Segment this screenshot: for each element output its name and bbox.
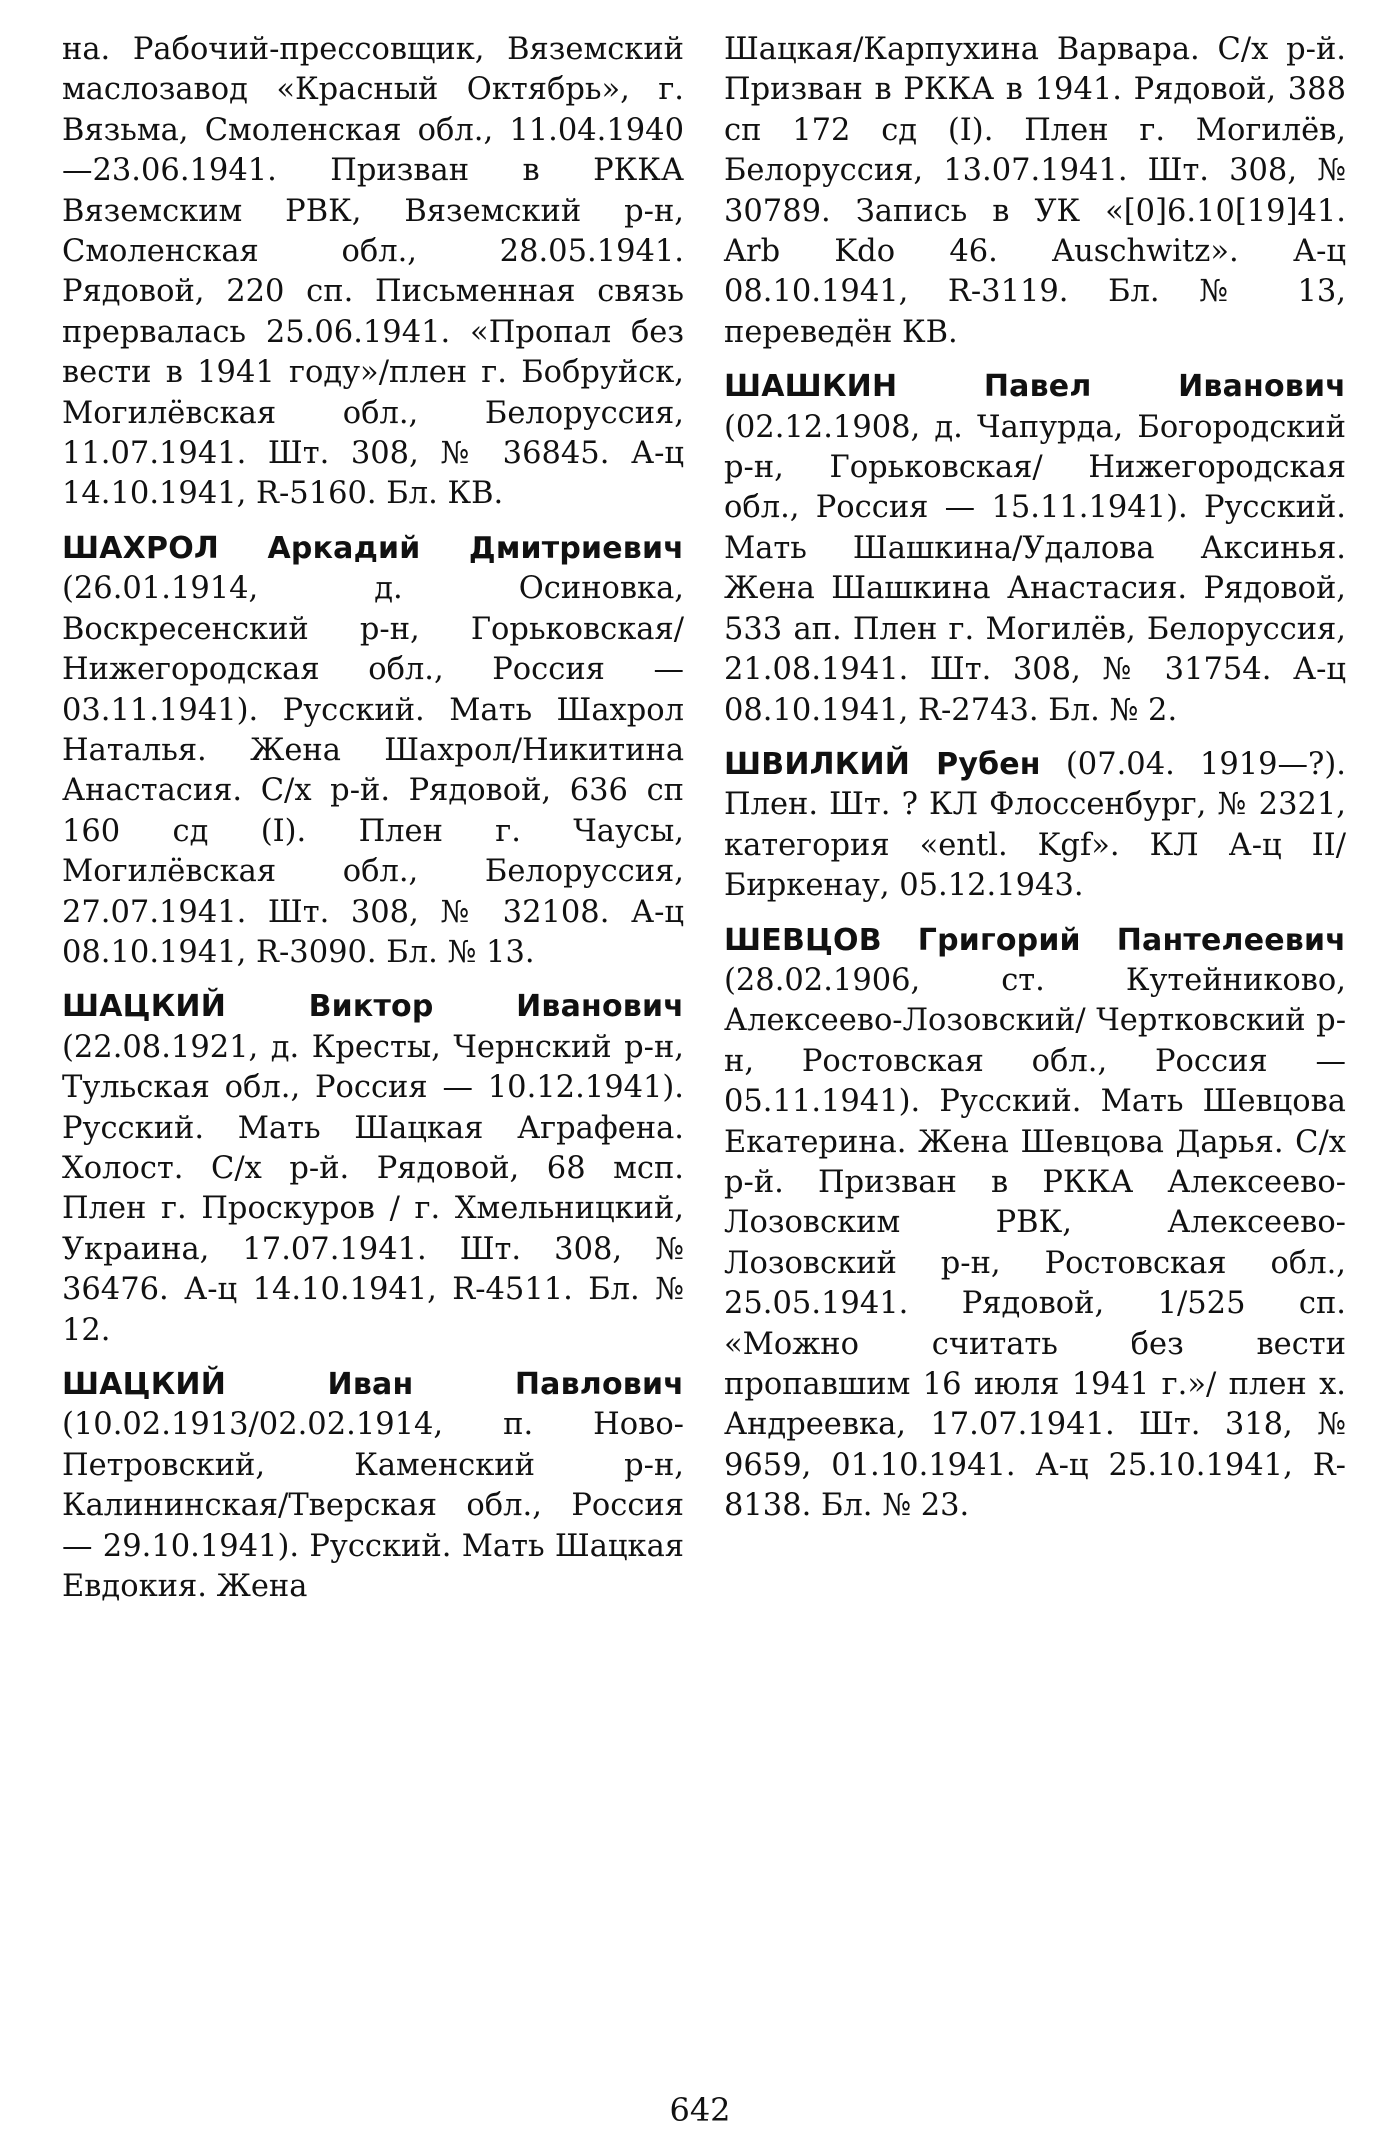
entry-shashkin (724, 367, 1346, 731)
entry-text: (10.02.1913/02.02.1914, п. Ново-Петровский, Каменский р-н, Калининская/Тверская обл., Россия — 29.10.1941). Русский. Мать Шацкая Евдокия. Жена (62, 1407, 684, 1605)
entry-shevtsov (724, 921, 1346, 1527)
page-number: 642 (669, 2091, 731, 2129)
entry-continuation (724, 30, 1346, 353)
entry-name: ШЕВЦОВ Григорий Пантелеевич (724, 922, 1346, 958)
entry-shvilky (724, 745, 1346, 907)
entry-text: (28.02.1906, ст. Кутейниково, Алексеево-Лозовский/ Чертковский р-н, Ростовская обл., Россия — 05.11.1941). Русский. Мать Шевцова Екатерина. Жена Шевцова Дарья. С/х р-й. Призван в РККА Алексеево-Лозовским РВК, Алексеево-Лозовский р-н, Ростовская обл., 25.05.1941. Рядовой, 1/525 сп. «Можно считать без вести пропавшим 16 июля 1941 г.»/ плен х. Андреевка, 17.07.1941. Шт. 318, № 9659, 01.10.1941. А-ц 25.10.1941, R-8138. Бл. № 23. (724, 962, 1346, 1524)
right-column (724, 30, 1346, 1527)
left-column (62, 30, 684, 1607)
entry-name: ШАХРОЛ Аркадий Дмитриевич (62, 530, 684, 566)
entry-text: (22.08.1921, д. Кресты, Чернский р-н, Тульская обл., Россия — 10.12.1941). Русский. Мать Шацкая Аграфена. Холост. С/х р-й. Рядовой, 68 мсп. Плен г. Проскуров / г. Хмельницкий, Украина, 17.07.1941. Шт. 308, № 36476. А-ц 14.10.1941, R-4511. Бл. № 12. (62, 1029, 684, 1348)
entry-text: (26.01.1914, д. Осиновка, Воскресенский р-н, Горьковская/Нижегородская обл., Россия — 03.11.1941). Русский. Мать Шахрол Наталья. Жена Шахрол/Никитина Анастасия. С/х р-й. Рядовой, 636 сп 160 сд (I). Плен г. Чаусы, Могилёвская обл., Белоруссия, 27.07.1941. Шт. 308, № 32108. А-ц 08.10.1941, R-3090. Бл. № 13. (62, 571, 684, 970)
entry-name: ШВИЛКИЙ Рубен (724, 746, 1041, 782)
entry-shatsky-ivan (62, 1365, 684, 1607)
entry-text: (02.12.1908, д. Чапурда, Богородский р-н, Горьковская/ Нижегородская обл., Россия — 15.11.1941). Русский. Мать Шашкина/Удалова Аксинья. Жена Шашкина Анастасия. Рядовой, 533 ап. Плен г. Могилёв, Белоруссия, 21.08.1941. Шт. 308, № 31754. А-ц 08.10.1941, R-2743. Бл. № 2. (724, 409, 1346, 728)
entry-name: ШАЦКИЙ Иван Павлович (62, 1367, 684, 1402)
entry-text: (07.04. 1919—?). Плен. Шт. ? КЛ Флоссенбург, № 2321, категория «entl. Kgf». КЛ А-ц II/Биркенау, 05.12.1943. (724, 746, 1347, 904)
entry-shatsky-viktor (62, 987, 684, 1351)
entry-continuation (62, 30, 684, 515)
entry-shakhrol (62, 529, 684, 973)
entry-text: Шацкая/Карпухина Варвара. С/х р-й. Призван в РККА в 1941. Рядовой, 388 сп 172 сд (I). Плен г. Могилёв, Белоруссия, 13.07.1941. Шт. 308, № 30789. Запись в УК «[0]6.10[19]41. Arb Kdo 46. Auschwitz». А-ц 08.10.1941, R-3119. Бл. № 13, переведён КВ. (724, 32, 1346, 350)
entry-text: на. Рабочий-прессовщик, Вяземский маслозавод «Красный Октябрь», г. Вязьма, Смоленская обл., 11.04.1940—23.06.1941. Призван в РККА Вяземским РВК, Вяземский р-н, Смоленская обл., 28.05.1941. Рядовой, 220 сп. Письменная связь прервалась 25.06.1941. «Пропал без вести в 1941 году»/плен г. Бобруйск, Могилёвская обл., Белоруссия, 11.07.1941. Шт. 308, № 36845. А-ц 14.10.1941, R-5160. Бл. КВ. (62, 32, 684, 512)
entry-name: ШАШКИН Павел Иванович (724, 369, 1346, 405)
entry-name: ШАЦКИЙ Виктор Иванович (62, 989, 684, 1025)
